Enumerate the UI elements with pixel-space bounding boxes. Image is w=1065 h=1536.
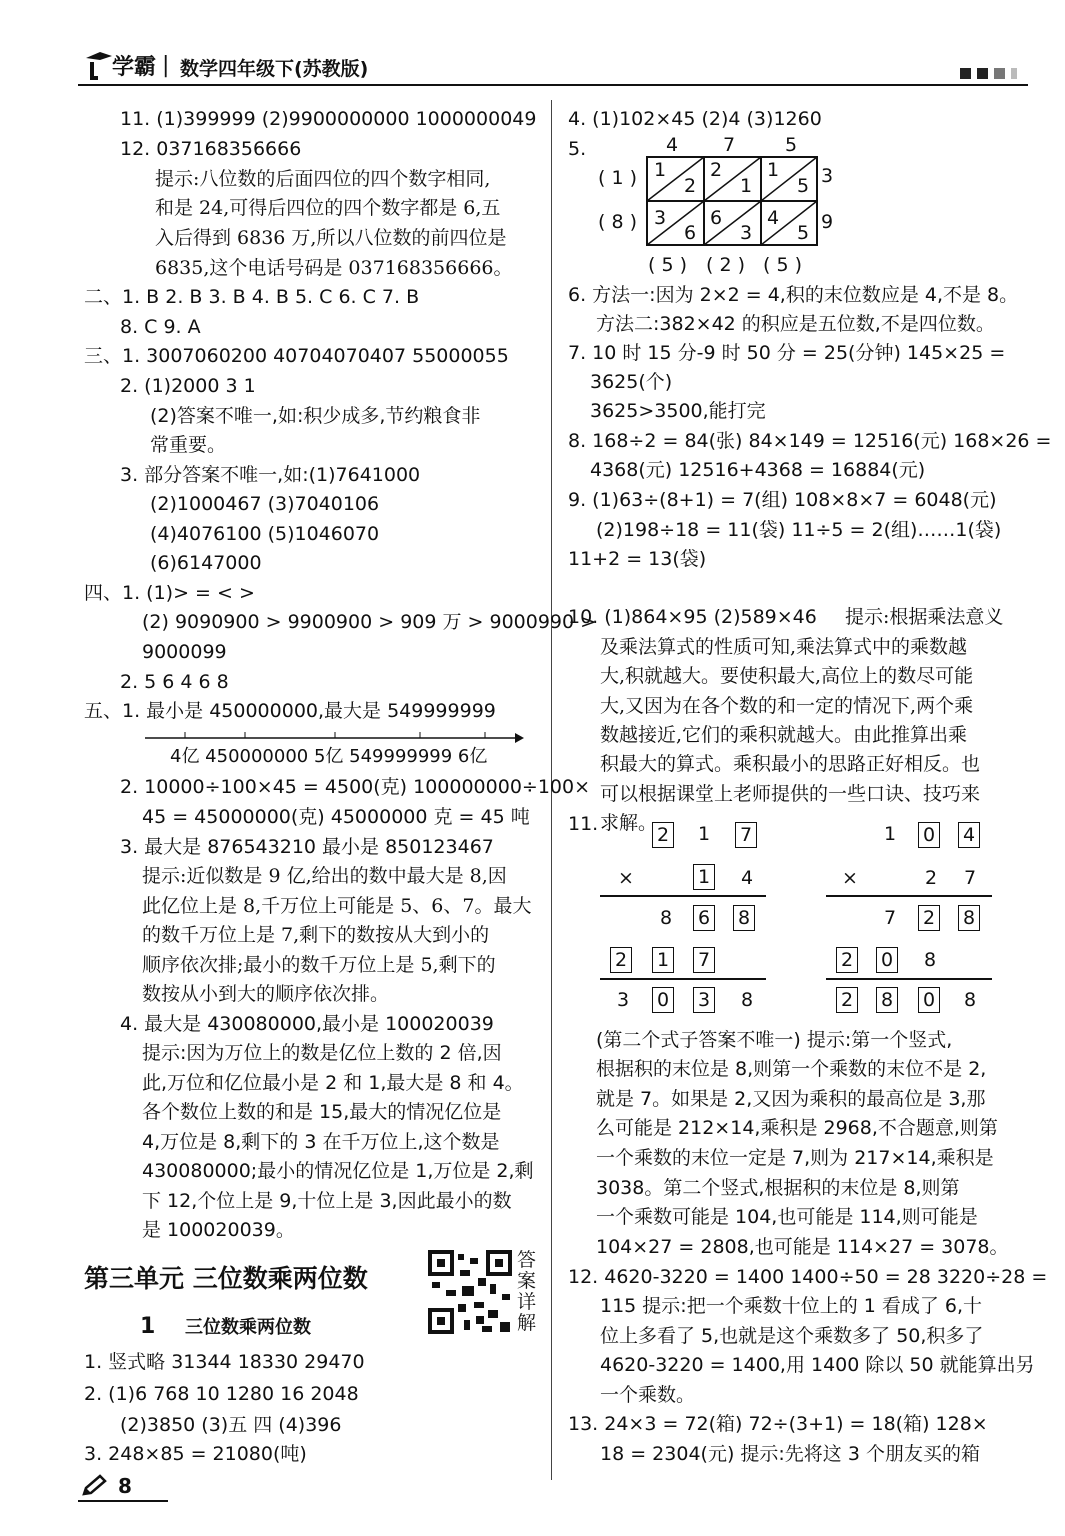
lattice-cell-digit: 3 (654, 207, 667, 229)
filled-box: 7 (693, 947, 715, 973)
hint-line: 此亿位上是 8,千万位上可能是 5、6、7。最大 (142, 895, 532, 917)
times-sign: × (618, 867, 634, 889)
hint-line: 此,万位和亿位最小是 2 和 1,最大是 8 和 4。 (142, 1072, 524, 1094)
answer-line: 常重要。 (150, 434, 227, 456)
answer-line: 6. 方法一:因为 2×2 = 4,积的末位数应是 4,不是 8。 (568, 284, 1019, 306)
logo-icon (82, 48, 114, 82)
lattice-top-digit: 5 (785, 134, 798, 156)
answer-line: 9000099 (142, 641, 227, 663)
qr-code-icon (428, 1250, 512, 1334)
lattice-bottom-digit: ( 2 ) (706, 254, 745, 276)
digit: 7 (964, 867, 977, 889)
lattice-right-digit: 9 (821, 211, 834, 233)
lattice-cell-digit: 2 (710, 159, 723, 181)
answer-line: 11+2 = 13(袋) (568, 548, 707, 570)
answer-line: 115 提示:把一个乘数十位上的 1 看成了 6,十 (600, 1295, 983, 1317)
answer-line: 3. 部分答案不唯一,如:(1)7641000 (120, 464, 421, 486)
hint-line: 可以根据课堂上老师提供的一些口诀、技巧来 (600, 783, 981, 805)
answer-line: 一个乘数可能是 104,也可能是 114,则可能是 (596, 1206, 978, 1228)
hint-line: 求解。 (600, 812, 658, 834)
answer-line: (4)4076100 (5)1046070 (150, 523, 380, 545)
hint-line: 4,万位是 8,剩下的 3 在千万位上,这个数是 (142, 1131, 500, 1153)
answer-line: 五、1. 最小是 450000000,最大是 549999999 (84, 700, 496, 722)
digit: 1 (698, 823, 711, 845)
hint-line: 大,积就越大。要使积最大,高位上的数尽可能 (600, 665, 974, 687)
hint-line: 是 100020039。 (142, 1219, 295, 1241)
filled-box: 0 (918, 822, 940, 848)
answer-line: 4. (1)102×45 (2)4 (3)1260 (568, 108, 822, 130)
times-sign: × (842, 867, 858, 889)
answer-line: (第二个式子答案不唯一) 提示:第一个竖式, (596, 1029, 953, 1051)
hint-line: 提示:近似数是 9 亿,给出的数中最大是 8,因 (142, 865, 507, 887)
rule (826, 978, 992, 980)
hint-line: 的数千万位上是 7,剩下的数按从大到小的 (142, 924, 490, 946)
digit: 2 (925, 867, 938, 889)
digit: 8 (964, 989, 977, 1011)
answer-line: 3. 最大是 876543210 最小是 850123467 (120, 836, 494, 858)
header-square-4 (1011, 68, 1017, 79)
filled-box: 0 (876, 947, 898, 973)
hint-line: 提示:八位数的后面四位的四个数字相同, (155, 168, 491, 190)
book-title: 数学四年级下(苏教版) (180, 58, 369, 80)
lattice-top-digit: 4 (666, 134, 679, 156)
filled-box: 2 (836, 947, 858, 973)
answer-line: 位上多看了 5,也就是这个乘数多了 50,积多了 (600, 1325, 984, 1347)
hint-line: 顺序依次排;最小的数千万位上是 5,剩下的 (142, 954, 496, 976)
rule (826, 895, 992, 897)
filled-box: 1 (652, 947, 674, 973)
filled-box: 1 (693, 864, 715, 890)
section-title: 三位数乘两位数 (185, 1317, 311, 1338)
lattice-cell-digit: 6 (684, 222, 697, 244)
filled-box: 4 (958, 822, 980, 848)
lattice-bottom-digit: ( 5 ) (648, 254, 687, 276)
answer-line: 方法二:382×42 的积应是五位数,不是四位数。 (596, 313, 995, 335)
filled-box: 2 (652, 822, 674, 848)
lattice-cell-digit: 1 (654, 159, 667, 181)
answer-line: 2. 10000÷100×45 = 4500(克) 100000000÷100× (120, 776, 591, 798)
hint-line: 数越接近,它们的乘积就越大。由此推算出乘 (600, 724, 968, 746)
hint-line: 提示:因为万位上的数是亿位上数的 2 倍,因 (142, 1042, 502, 1064)
lattice-grid (646, 156, 818, 246)
answer-line: 么可能是 212×14,乘积是 2968,不合题意,则第 (596, 1117, 998, 1139)
answer-line: 12. 037168356666 (120, 138, 302, 160)
hint-line: 积最大的算式。乘积最小的思路正好相反。也 (600, 753, 981, 775)
answer-line: 12. 4620-3220 = 1400 1400÷50 = 28 3220÷28 = (568, 1266, 1048, 1288)
answer-line: 10. (1)864×95 (2)589×46 (568, 606, 817, 628)
answer-line: 4368(元) 12516+4368 = 16884(元) (590, 459, 926, 481)
header-square-3 (994, 68, 1005, 79)
hint-line: 430080000;最小的情况亿位是 1,万位是 2,剩 (142, 1160, 534, 1182)
hint-line: 数按从小到大的顺序依次排。 (142, 983, 390, 1005)
answer-line: 45 = 45000000(克) 45000000 克 = 45 吨 (142, 806, 530, 828)
lattice-cell-digit: 6 (710, 207, 723, 229)
answer-line: 1. 竖式略 31344 18330 29470 (84, 1351, 365, 1373)
filled-box: 0 (918, 987, 940, 1013)
hint-line: 下 12,个位上是 9,十位上是 3,因此最小的数 (142, 1190, 512, 1212)
lattice-cell-digit: 1 (740, 175, 753, 197)
answer-line: 18 = 2304(元) 提示:先将这 3 个朋友买的箱 (600, 1443, 980, 1465)
answer-line: 4620-3220 = 1400,用 1400 除以 50 就能算出另 (600, 1354, 1035, 1376)
answer-line: (2)198÷18 = 11(袋) 11÷5 = 2(组)……1(袋) (596, 519, 1002, 541)
page-number: 8 (118, 1474, 132, 1498)
lattice-cell-digit: 3 (740, 222, 753, 244)
filled-box: 3 (693, 987, 715, 1013)
answer-line: 一个乘数。 (600, 1384, 696, 1406)
lattice-top-digit: 7 (723, 134, 736, 156)
answer-line: 三、1. 3007060200 40704070407 55000055 (84, 345, 509, 367)
answer-line: 3. 248×85 = 21080(吨) (84, 1443, 307, 1465)
hint-line: 大,又因为在各个数的和一定的情况下,两个乘 (600, 695, 974, 717)
logo-text: 学霸 (112, 55, 157, 80)
filled-box: 0 (652, 987, 674, 1013)
filled-box: 6 (693, 905, 715, 931)
digit: 8 (660, 907, 673, 929)
answer-line: 就是 7。如果是 2,又因为乘积的最高位是 3,那 (596, 1088, 986, 1110)
lattice-left-digit: ( 1 ) (598, 167, 637, 189)
lattice-left-digit: ( 8 ) (598, 211, 637, 233)
lattice-cell-digit: 4 (767, 207, 780, 229)
digit: 8 (741, 989, 754, 1011)
answer-line: 9. (1)63÷(8+1) = 7(组) 108×8×7 = 6048(元) (568, 489, 997, 511)
number-line (145, 728, 525, 746)
hint-line: 6835,这个电话号码是 037168356666。 (155, 257, 513, 279)
answer-line: (2)1000467 (3)7040106 (150, 493, 380, 515)
filled-box: 2 (610, 947, 632, 973)
lattice-cell-digit: 5 (797, 175, 810, 197)
lattice-cell-digit: 5 (797, 222, 810, 244)
answer-line: 根据积的末位是 8,则第一个乘数的末位不是 2, (596, 1058, 987, 1080)
digit: 7 (884, 907, 897, 929)
answer-line: 2. 5 6 4 6 8 (120, 671, 229, 693)
number-line-labels: 4亿 450000000 5亿 549999999 6亿 (170, 746, 488, 767)
answer-line: (2)答案不唯一,如:积少成多,节约粮食非 (150, 405, 481, 427)
unit-title: 第三单元 三位数乘两位数 (84, 1264, 368, 1293)
digit: 4 (741, 867, 754, 889)
hint-line: 和是 24,可得后四位的四个数字都是 6,五 (155, 197, 501, 219)
filled-box: 8 (733, 905, 755, 931)
answer-line: 13. 24×3 = 72(箱) 72÷(3+1) = 18(箱) 128× (568, 1413, 988, 1435)
hint-line: 各个数位上数的和是 15,最大的情况亿位是 (142, 1101, 502, 1123)
hint-line: 入后得到 6836 万,所以八位数的前四位是 (155, 227, 507, 249)
header-rule (78, 84, 1028, 86)
question-number: 11. (568, 813, 599, 835)
digit: 1 (884, 823, 897, 845)
question-number: 5. (568, 138, 587, 160)
rule (600, 895, 766, 897)
filled-box: 8 (958, 905, 980, 931)
filled-box: 2 (836, 987, 858, 1013)
answer-line: (6)6147000 (150, 552, 262, 574)
answer-line: 3625>3500,能打完 (590, 400, 766, 422)
qr-label: 答案详解 (517, 1249, 537, 1334)
answer-line: 4. 最大是 430080000,最小是 100020039 (120, 1013, 494, 1035)
answer-line: 3038。第二个竖式,根据积的末位是 8,则第 (596, 1177, 960, 1199)
hint-line: 提示:根据乘法意义 (845, 606, 1004, 628)
answer-line: 2. (1)2000 3 1 (120, 375, 256, 397)
header-separator: | (162, 53, 170, 78)
answer-line: 四、1. (1)> = < > (84, 582, 255, 604)
filled-box: 7 (735, 822, 757, 848)
lattice-right-digit: 3 (821, 165, 834, 187)
header-square-1 (960, 68, 971, 79)
hint-line: 及乘法算式的性质可知,乘法算式中的乘数越 (600, 636, 968, 658)
digit: 8 (924, 949, 937, 971)
answer-line: 2. (1)6 768 10 1280 16 2048 (84, 1383, 359, 1405)
answer-line: 8. C 9. A (120, 316, 201, 338)
lattice-bottom-digit: ( 5 ) (763, 254, 802, 276)
answer-line: 8. 168÷2 = 84(张) 84×149 = 12516(元) 168×26 = (568, 430, 1052, 452)
pencil-icon (80, 1474, 108, 1498)
header-square-2 (977, 68, 988, 79)
answer-line: 7. 10 时 15 分-9 时 50 分 = 25(分钟) 145×25 = (568, 342, 1006, 364)
filled-box: 2 (918, 905, 940, 931)
answer-line: 一个乘数的末位一定是 7,则为 217×14,乘积是 (596, 1147, 994, 1169)
answer-line: 104×27 = 2808,也可能是 114×27 = 3078。 (596, 1236, 1009, 1258)
filled-box: 8 (876, 987, 898, 1013)
footer-rule (78, 1500, 168, 1502)
answer-line: 3625(个) (590, 371, 673, 393)
answer-line: (2) 9090900 > 9900900 > 909 万 > 9000990 > (142, 611, 597, 633)
digit: 3 (617, 989, 630, 1011)
rule (600, 978, 766, 980)
lattice-cell-digit: 2 (684, 175, 697, 197)
answer-line: (2)3850 (3)五 四 (4)396 (120, 1414, 342, 1436)
section-number: 1 (140, 1314, 156, 1339)
answer-line: 二、1. B 2. B 3. B 4. B 5. C 6. C 7. B (84, 286, 420, 308)
lattice-cell-digit: 1 (767, 159, 780, 181)
answer-line: 11. (1)399999 (2)9900000000 1000000049 (120, 108, 537, 130)
